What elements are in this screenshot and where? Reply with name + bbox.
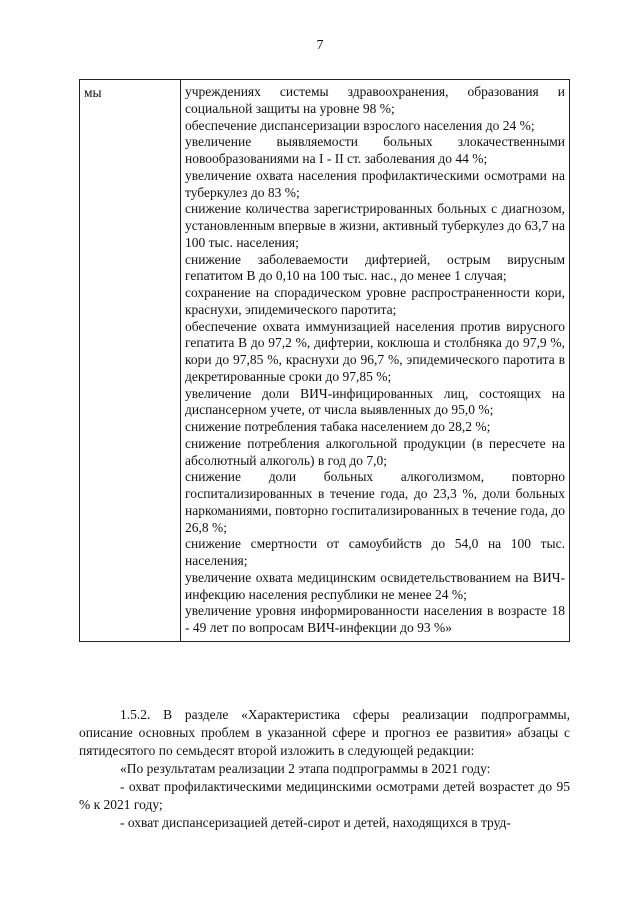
paragraph: - охват диспансеризацией детей-сирот и детей, находящихся в труд-	[120, 815, 511, 830]
list-item: увеличение охвата населения профилактическими осмотрами на туберкулез до 83 %;	[185, 167, 565, 200]
list-item: снижение количества зарегистрированных больных с диагнозом, установленным впервые в жизни, активный туберкулез до 63,7 на 100 тыс. населения;	[185, 201, 565, 250]
list-item: снижение заболеваемости дифтерией, острым вирусным гепатитом В до 0,10 на 100 тыс. нас., до менее 1 случая;	[185, 251, 565, 284]
goals-table	[79, 79, 570, 642]
list-item: снижение потребления алкогольной продукции (в пересчете на абсолютный алкоголь) в год до 7,0;	[185, 435, 565, 468]
table-label-text: мы	[84, 85, 102, 100]
list-item: снижение смертности от самоубийств до 54,0 на 100 тыс. населения;	[185, 536, 565, 568]
list-item: увеличение выявляемости больных злокачественными новообразованиями на I - II ст. заболевания до 44 %;	[185, 134, 565, 166]
list-item: увеличение уровня информированности населения в возрасте 18 - 49 лет по вопросам ВИЧ-инфекции до 93 %»	[185, 603, 565, 635]
list-item: обеспечение охвата иммунизацией населения против вирусного гепатита В до 97,2 %, дифтерии, коклюша и столбняка до 97,9 %, кори до 97,85 %, краснухи до 96,7 %, эпидемического паротита в декретированные сроки до 97,85 %;	[185, 318, 565, 384]
list-item: снижение потребления табака населением до 28,2 %;	[185, 419, 491, 434]
list-item: обеспечение диспансеризации взрослого населения до 24 %;	[185, 117, 535, 133]
body-text	[79, 706, 570, 832]
paragraph: «По результатам реализации 2 этапа подпрограммы в 2021 году:	[120, 761, 491, 776]
list-item: сохранение на спорадическом уровне распространенности кори, краснухи, эпидемического паротита;	[185, 285, 565, 317]
paragraph: - охват профилактическими медицинскими осмотрами детей возрастет до 95 % к 2021 году;	[79, 779, 570, 812]
list-item: увеличение охвата медицинским освидетельствованием на ВИЧ-инфекцию населения республики не менее 24 %;	[185, 569, 565, 602]
list-item: снижение доли больных алкоголизмом, повторно госпитализированных в течение года, до 23,3 %, доли больных наркоманиями, повторно госпитализированных в течение года, до 26,8 %;	[185, 469, 565, 535]
table-label-cell	[80, 80, 181, 642]
table-row	[80, 80, 570, 642]
page-number: 7	[316, 38, 324, 53]
table-body-cell	[181, 80, 570, 642]
list-item: учреждениях системы здравоохранения, образования и социальной защиты на уровне 98 %;	[185, 84, 565, 116]
paragraph: 1.5.2. В разделе «Характеристика сферы реализации подпрограммы, описание основных проблем в указанной сфере и прогноз ее развития» абзацы с пятидесятого по семьдесят второй изложить в следующей редакции:	[79, 707, 570, 758]
list-item: увеличение доли ВИЧ-инфицированных лиц, состоящих на диспансерном учете, от числа выявленных до 95,0 %;	[185, 385, 565, 418]
